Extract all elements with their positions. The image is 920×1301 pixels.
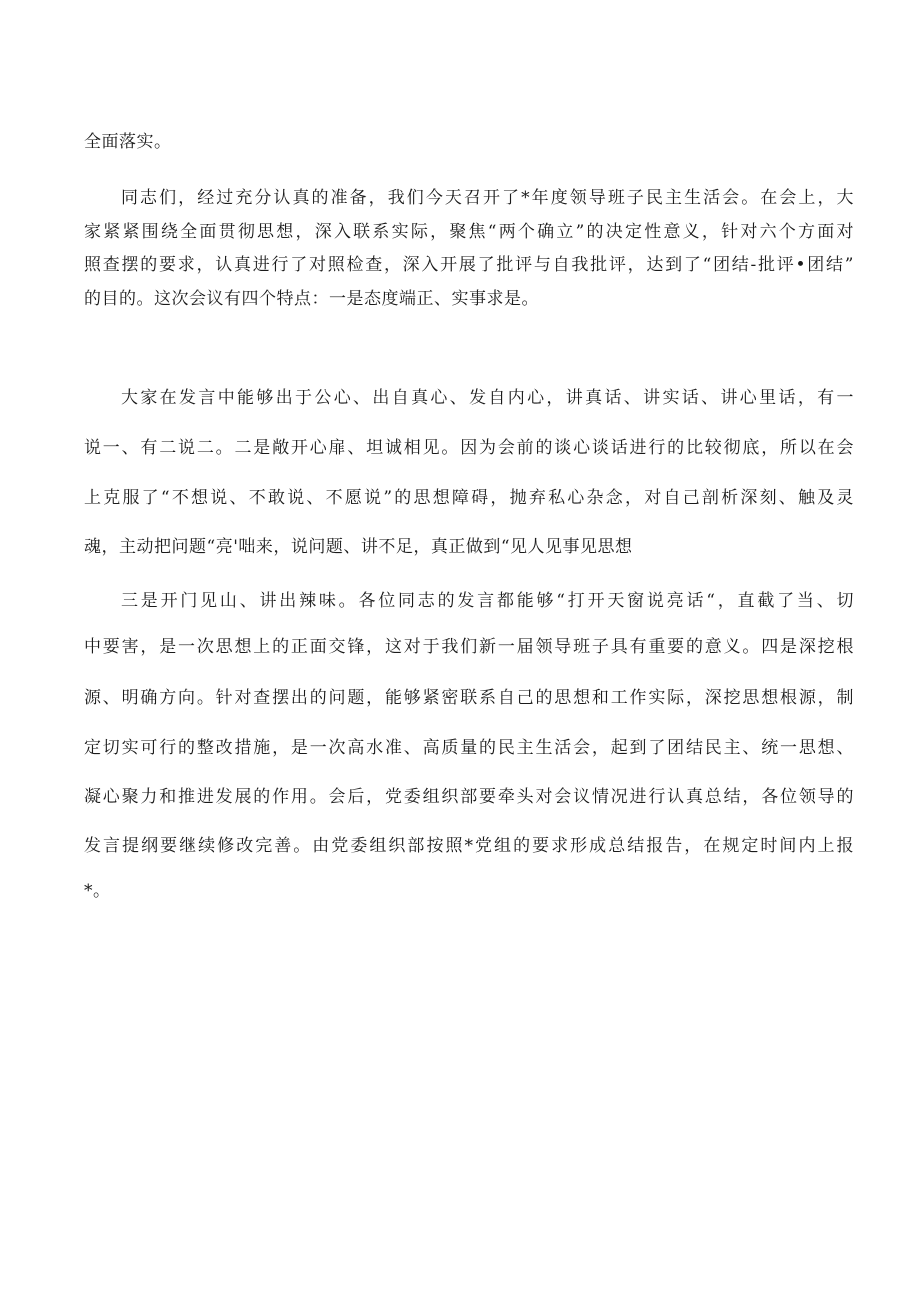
- paragraph-2-line-2: 上克服了“不想说、不敢说、不愿说”的思想障碍，抛弃私心杂念，对自己剖析深刻、触及灵: [84, 488, 854, 508]
- paragraph-1-line-2: 照查摆的要求，认真进行了对照检查，深入开展了批评与自我批评，达到了“团结-批评•团结”: [84, 255, 854, 275]
- paragraph-3-line-2: 源、明确方向。针对查摆出的问题，能够紧密联系自己的思想和工作实际，深挖思想根源，制: [84, 688, 854, 708]
- paragraph-3-line-3: 定切实可行的整改措施，是一次高水准、高质量的民主生活会，起到了团结民主、统一思想、: [84, 738, 854, 758]
- paragraph-0-line-0: 全面落实。: [84, 132, 172, 152]
- paragraph-2-line-3: 魂，主动把问题“亮'咄来，说问题、讲不足，真正做到“见人见事见思想: [84, 537, 633, 557]
- paragraph-2-line-1: 说一、有二说二。二是敞开心扉、坦诚相见。因为会前的谈心谈话进行的比较彻底，所以在会: [84, 438, 854, 458]
- paragraph-1-line-0: 同志们，经过充分认真的准备，我们今天召开了*年度领导班子民主生活会。在会上，大: [121, 188, 854, 208]
- paragraph-1-line-1: 家紧紧围绕全面贯彻思想，深入联系实际，聚焦“两个确立”的决定性意义，针对六个方面对: [84, 222, 854, 242]
- paragraph-2-line-0: 大家在发言中能够出于公心、出自真心、发自内心，讲真话、讲实话、讲心里话，有一: [121, 388, 854, 408]
- paragraph-3-line-6: *。: [84, 881, 111, 901]
- paragraph-3-line-4: 凝心聚力和推进发展的作用。会后，党委组织部要牵头对会议情况进行认真总结，各位领导的: [84, 787, 854, 807]
- paragraph-3-line-1: 中要害，是一次思想上的正面交锋，这对于我们新一届领导班子具有重要的意义。四是深挖根: [84, 637, 854, 657]
- paragraph-3-line-0: 三是开门见山、讲出辣味。各位同志的发言都能够“打开天窗说亮话“，直截了当、切: [121, 591, 854, 611]
- paragraph-1-line-3: 的目的。这次会议有四个特点：一是态度端正、实事求是。: [84, 289, 539, 309]
- paragraph-3-line-5: 发言提纲要继续修改完善。由党委组织部按照*党组的要求形成总结报告，在规定时间内上报: [84, 836, 854, 856]
